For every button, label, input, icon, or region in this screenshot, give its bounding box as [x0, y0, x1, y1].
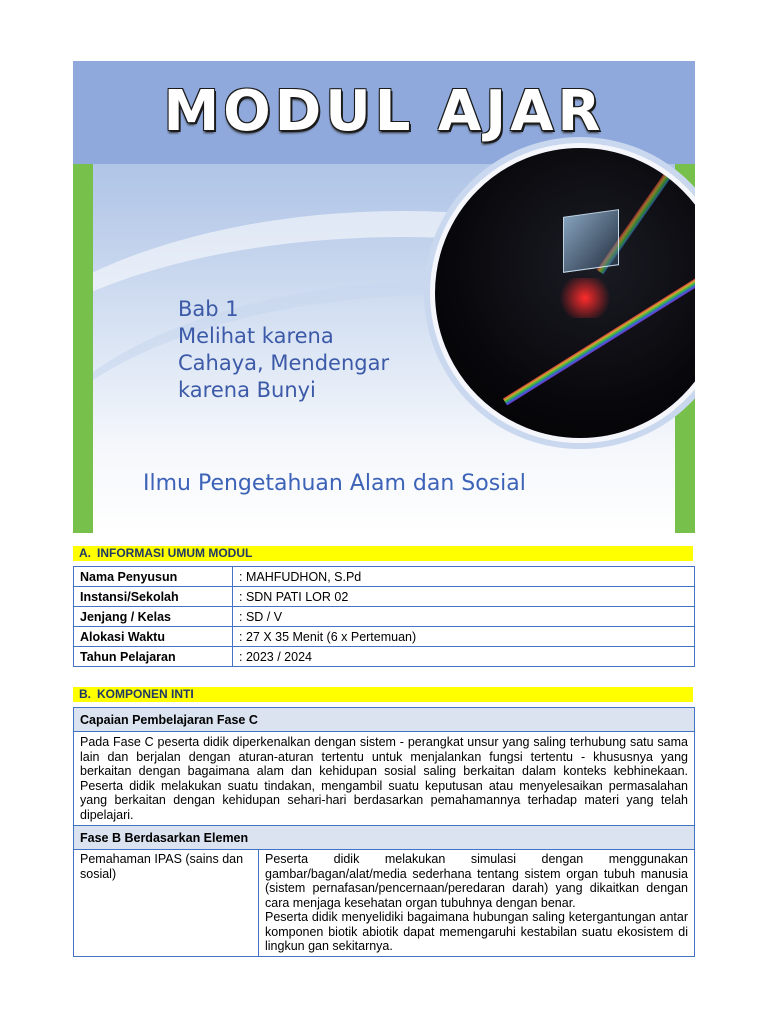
chapter-line: Melihat karena — [178, 324, 334, 348]
general-info-table — [73, 566, 695, 667]
section-letter: B. — [79, 687, 91, 701]
chapter-line: Bab 1 — [178, 297, 239, 321]
table-row — [74, 607, 695, 627]
prism-cube — [563, 209, 619, 273]
chapter-line: karena Bunyi — [178, 378, 316, 402]
table-row — [74, 732, 695, 826]
info-value: : 27 X 35 Menit (6 x Pertemuan) — [233, 627, 695, 647]
element-desc-2: Peserta didik menyelidiki bagaimana hubungan saling ketergantungan antar komponen biotik abiotik dapat memengaruhi kestabilan suatu ekosistem di lingkun gan sekitarnya. — [265, 910, 688, 953]
chapter-title — [178, 296, 389, 404]
table-row — [74, 850, 695, 957]
subject-title: Ilmu Pengetahuan Alam dan Sosial — [143, 471, 526, 496]
table-row — [74, 567, 695, 587]
section-letter: A. — [79, 546, 91, 560]
section-title: KOMPONEN INTI — [97, 687, 194, 701]
info-value: : MAHFUDHON, S.Pd — [233, 567, 695, 587]
info-value: : SD / V — [233, 607, 695, 627]
info-key: Alokasi Waktu — [74, 627, 233, 647]
section-a-heading — [73, 546, 693, 561]
capaian-heading: Capaian Pembelajaran Fase C — [74, 708, 695, 732]
core-component-table — [73, 707, 695, 957]
section-b-heading — [73, 687, 693, 702]
table-row — [74, 826, 695, 850]
element-desc-1: Peserta didik melakukan simulasi dengan menggunakan gambar/bagan/alat/media sederhana tentang sistem organ tubuh manusia (sistem pernafasan/pencernaan/peredaran darah) yang dikaitkan dengan cara menjaga kesehatan organ tubuhnya dengan benar. — [265, 852, 688, 910]
table-row — [74, 647, 695, 667]
chapter-line: Cahaya, Mendengar — [178, 351, 390, 375]
table-row — [74, 708, 695, 732]
table-row — [74, 627, 695, 647]
info-key: Tahun Pelajaran — [74, 647, 233, 667]
table-row — [74, 587, 695, 607]
info-key: Nama Penyusun — [74, 567, 233, 587]
green-bar-left — [73, 164, 93, 533]
element-name: Pemahaman IPAS (sains dan sosial) — [74, 850, 259, 957]
capaian-text: Pada Fase C peserta didik diperkenalkan dengan sistem - perangkat unsur yang saling terhubung satu sama lain dan berjalan dengan aturan-aturan tertentu untuk menjalankan fungsi tertentu - khususnya yang berkaitan dengan bagaimana alam dan kehidupan sosial saling berkaitan dalam konteks kebhinekaan. Peserta didik melakukan suatu tindakan, mengambil suatu keputusan atau menyelesaikan permasalahan yang berkaitan dengan kehidupan sehari-hari berdasarkan pemahamannya terhadap materi yang telah dipelajari. — [74, 732, 695, 826]
cover-page — [73, 61, 695, 533]
info-value: : 2023 / 2024 — [233, 647, 695, 667]
cover-title: MODUL AJAR — [163, 79, 605, 144]
element-description — [259, 850, 695, 957]
info-key: Jenjang / Kelas — [74, 607, 233, 627]
fase-heading: Fase B Berdasarkan Elemen — [74, 826, 695, 850]
info-value: : SDN PATI LOR 02 — [233, 587, 695, 607]
section-title: INFORMASI UMUM MODUL — [97, 546, 253, 560]
info-key: Instansi/Sekolah — [74, 587, 233, 607]
